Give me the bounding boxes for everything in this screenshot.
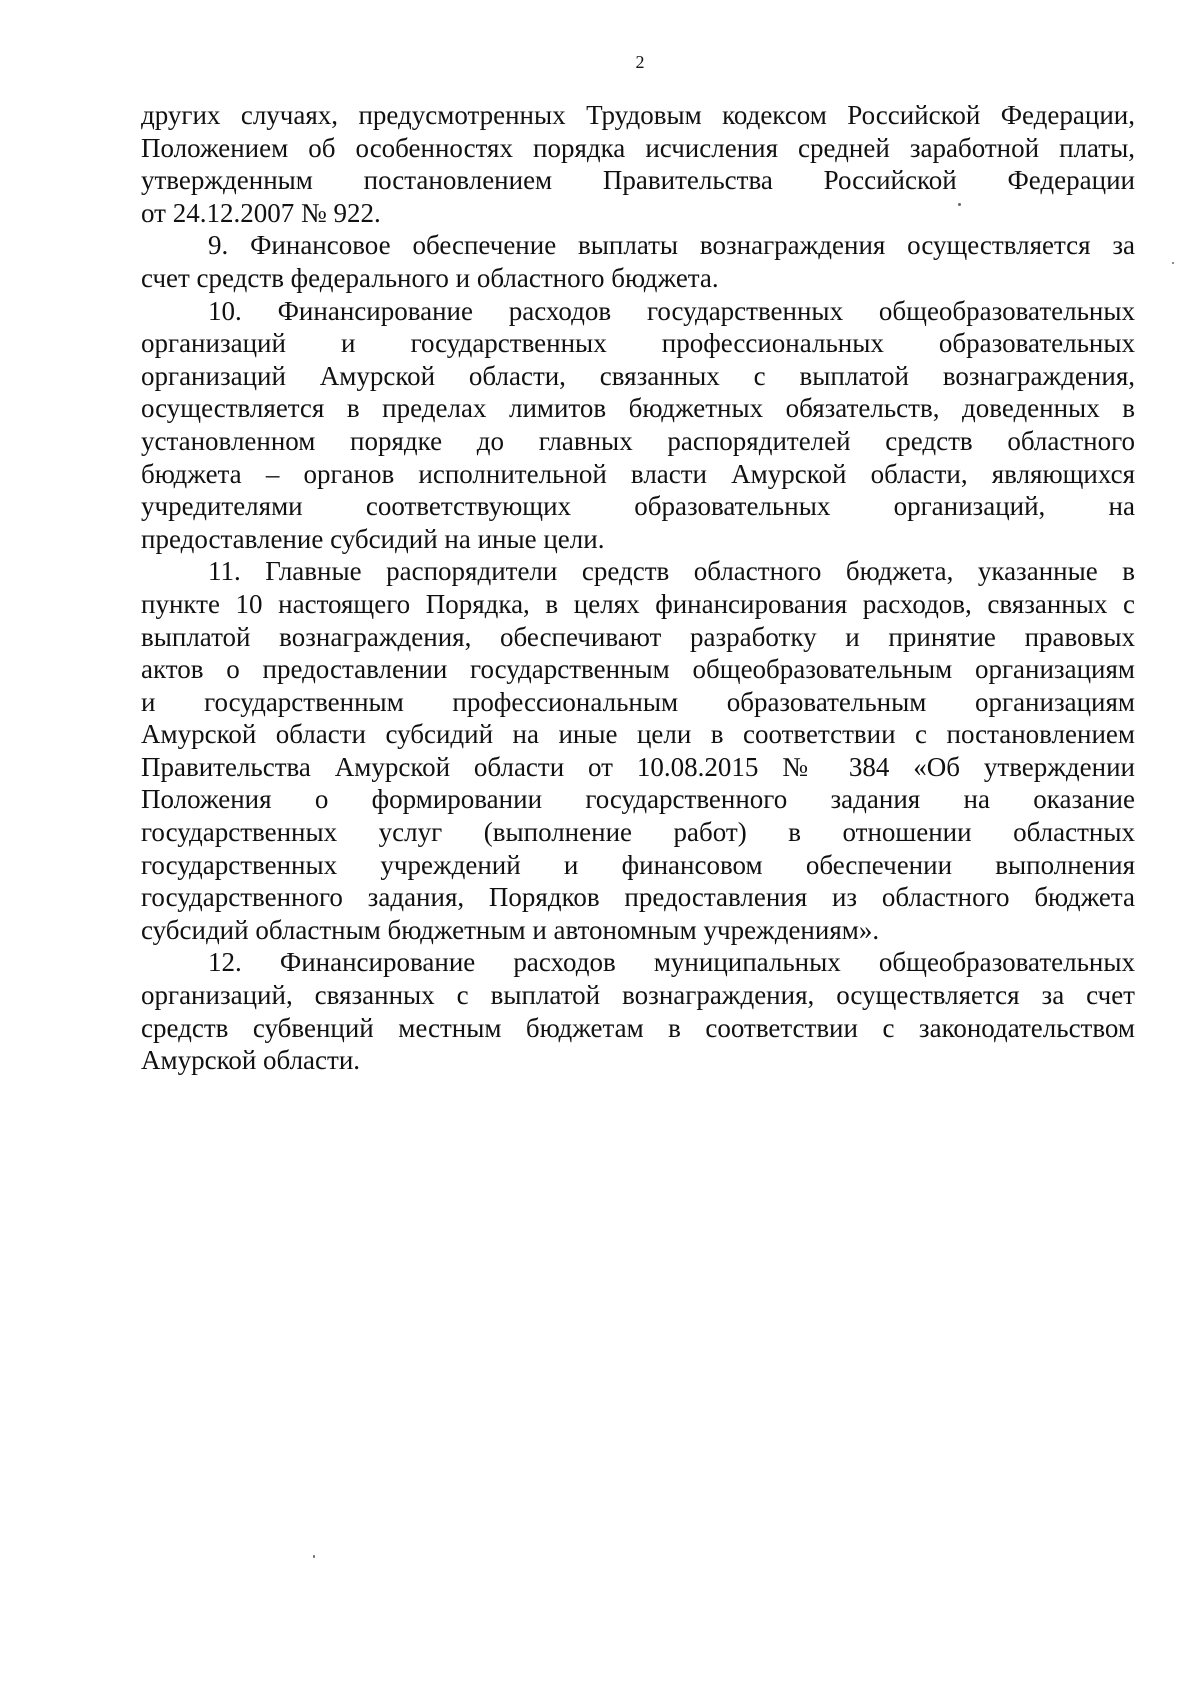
- text-line: государственного задания, Порядков предоставления из областного бюджета: [141, 882, 1135, 913]
- text-line: организаций, связанных с выплатой вознаграждения, осуществляется за счет: [141, 980, 1135, 1011]
- paragraph-item-12: [141, 946, 1135, 1076]
- text-line: Положением об особенностях порядка исчисления средней заработной платы,: [141, 132, 1135, 163]
- text-line: от 24.12.2007 № 922.: [141, 197, 381, 228]
- scan-speck: [1172, 262, 1174, 264]
- text-line: 12. Финансирование расходов муниципальных общеобразовательных: [208, 947, 1135, 978]
- text-line: Положения о формировании государственного задания на оказание: [141, 784, 1135, 815]
- text-line: субсидий областным бюджетным и автономным учреждениям».: [141, 914, 880, 945]
- text-line: Правительства Амурской области от 10.08.2015 № 384 «Об утверждении: [141, 751, 1135, 782]
- scan-speck: [313, 1555, 315, 1558]
- text-line: других случаях, предусмотренных Трудовым кодексом Российской Федерации,: [141, 100, 1135, 130]
- document-body: [141, 99, 1135, 1077]
- page-number: 2: [635, 52, 645, 72]
- paragraph-item-11: [141, 555, 1135, 946]
- text-line: Амурской области.: [141, 1045, 361, 1076]
- text-line: установленном порядке до главных распорядителей средств областного: [141, 425, 1135, 456]
- text-line: утвержденным постановлением Правительства Российской Федерации: [141, 165, 1135, 196]
- paragraph-item-9: [141, 229, 1135, 294]
- text-line: выплатой вознаграждения, обеспечивают разработку и принятие правовых: [141, 621, 1135, 652]
- text-line: 10. Финансирование расходов государственных общеобразовательных: [208, 295, 1135, 326]
- text-line: предоставление субсидий на иные цели.: [141, 523, 605, 554]
- text-line: Амурской области субсидий на иные цели в соответствии с постановлением: [141, 719, 1135, 750]
- text-line: бюджета – органов исполнительной власти Амурской области, являющихся: [141, 458, 1135, 489]
- paragraph-continuation: [141, 99, 1135, 229]
- text-line: и государственным профессиональным образовательным организациям: [141, 686, 1135, 717]
- text-line: осуществляется в пределах лимитов бюджетных обязательств, доведенных в: [141, 393, 1135, 424]
- text-line: государственных учреждений и финансовом обеспечении выполнения: [141, 849, 1135, 880]
- text-line: учредителями соответствующих образовательных организаций, на: [141, 491, 1135, 522]
- text-line: 9. Финансовое обеспечение выплаты вознаграждения осуществляется за: [208, 230, 1135, 261]
- text-line: счет средств федерального и областного бюджета.: [141, 262, 719, 293]
- paragraph-item-10: [141, 295, 1135, 556]
- text-line: организаций и государственных профессиональных образовательных: [141, 328, 1135, 359]
- text-line: государственных услуг (выполнение работ) в отношении областных: [141, 817, 1135, 848]
- scan-speck: [958, 203, 961, 206]
- text-line: пункте 10 настоящего Порядка, в целях финансирования расходов, связанных с: [141, 588, 1135, 619]
- text-line: организаций Амурской области, связанных с выплатой вознаграждения,: [141, 360, 1135, 391]
- text-line: 11. Главные распорядители средств областного бюджета, указанные в: [208, 556, 1135, 587]
- text-line: средств субвенций местным бюджетам в соответствии с законодательством: [141, 1012, 1135, 1043]
- text-line: актов о предоставлении государственным общеобразовательным организациям: [141, 654, 1135, 685]
